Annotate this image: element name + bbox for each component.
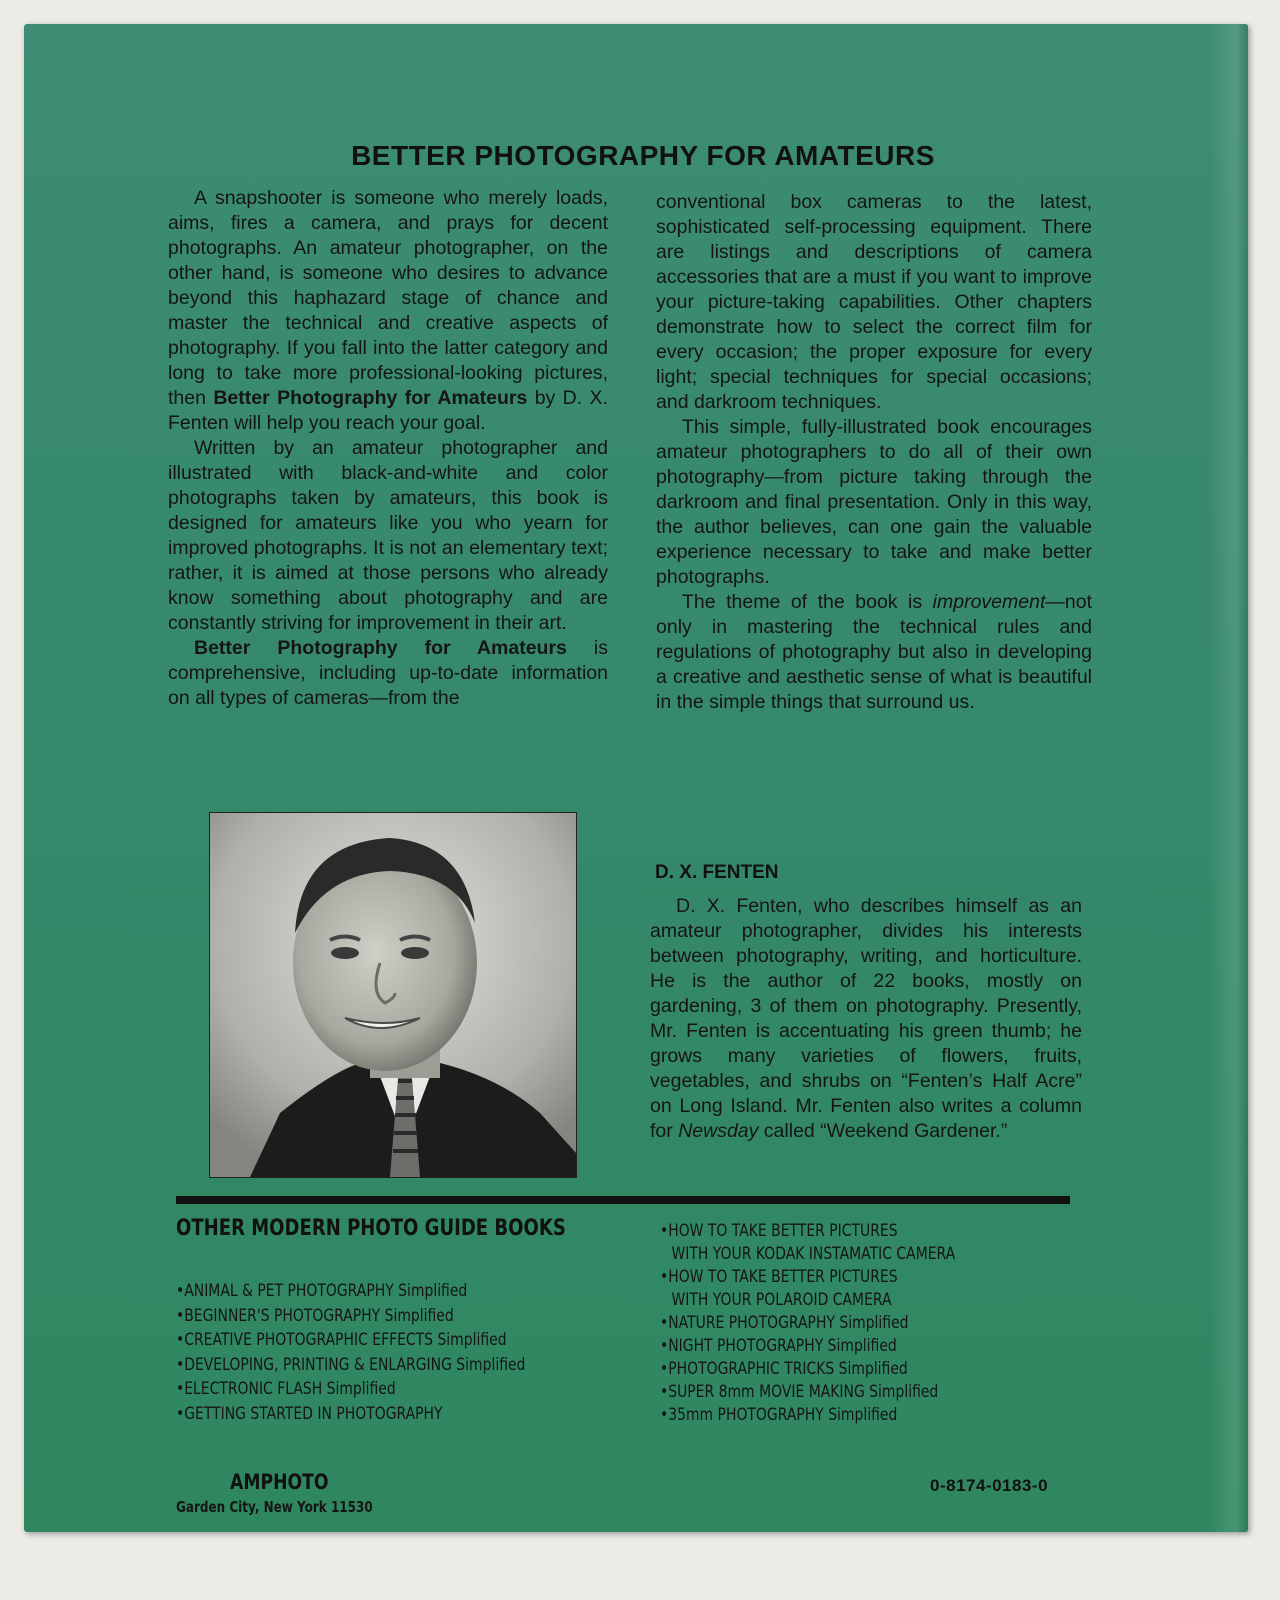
publisher-address: Garden City, New York 11530 — [176, 1498, 373, 1516]
book-list-item: • CREATIVE PHOTOGRAPHIC EFFECTS Simplified — [176, 1328, 525, 1353]
isbn-number: 0-8174-0183-0 — [930, 1476, 1049, 1495]
book-list-item: • SUPER 8mm MOVIE MAKING Simplified — [660, 1381, 955, 1404]
book-list-item: • PHOTOGRAPHIC TRICKS Simplified — [660, 1358, 955, 1381]
intro-text-a: A snapshooter is someone who merely loads, aims, fires a camera, and prays for decent photographs. An amateur photographer, on the other hand, is someone who desires to advance beyond this haphazard stage of chance and master the technical and creative aspects of photography. If you fall into the latter category and long to take more professional-looking pictures, then — [168, 187, 608, 409]
approach-paragraph: This simple, fully-illustrated book encourages amateur photographers to do all of their own photography—from picture taking through the darkroom and final presentation. Only in this way, the author believes, can one gain the valuable experience necessary to take and make better photographs. — [656, 416, 1092, 588]
other-books-list-left — [176, 1279, 525, 1426]
book-list-item: • GETTING STARTED IN PHOTOGRAPHY — [176, 1402, 525, 1427]
book-title-line1: HOW TO TAKE BETTER PICTURES — [668, 1221, 898, 1241]
book-list-item: • ELECTRONIC FLASH Simplified — [176, 1377, 525, 1402]
book-list-item: • ANIMAL & PET PHOTOGRAPHY Simplified — [176, 1279, 525, 1304]
contents-paragraph — [168, 636, 608, 711]
contents-text: is comprehensive, including up-to-date information on all types of cameras—from the — [168, 637, 608, 709]
intro-paragraph — [168, 186, 608, 436]
theme-emphasis: improvement — [932, 591, 1046, 613]
author-portrait — [209, 812, 577, 1178]
author-portrait-illustration — [210, 813, 576, 1177]
author-bio-newspaper: Newsday — [678, 1120, 759, 1142]
author-bio-text-b: called “Weekend Gardener.” — [758, 1120, 1008, 1142]
audience-paragraph: Written by an amateur photographer and illustrated with black-and-white and color photographs taken by amateurs, this book is designed for amateurs like you who yearn for improved photographs. It is not an elementary text; rather, it is aimed at those persons who already know something about photography and are constantly striving for improvement in their art. — [168, 437, 608, 634]
contents-continued-paragraph: conventional box cameras to the latest, sophisticated self-processing equipment. There are listings and descriptions of camera accessories that are a must if you want to improve your picture-taking capabilities. Other chapters demonstrate how to select the correct film for every occasion; the proper exposure for every light; special techniques for special occasions; and darkroom techniques. — [656, 191, 1092, 413]
book-list-item: • BEGINNER'S PHOTOGRAPHY Simplified — [176, 1304, 525, 1329]
book-list-item: • NATURE PHOTOGRAPHY Simplified — [660, 1312, 955, 1335]
book-list-item — [660, 1266, 955, 1312]
book-title-line1: HOW TO TAKE BETTER PICTURES — [668, 1267, 898, 1287]
description-left-column — [168, 186, 608, 711]
contents-book-title: Better Photography for Amateurs — [194, 637, 567, 659]
other-books-heading: OTHER MODERN PHOTO GUIDE BOOKS — [176, 1216, 566, 1241]
book-list-item — [660, 1220, 955, 1266]
book-title-line2: WITH YOUR KODAK INSTAMATIC CAMERA — [671, 1244, 956, 1264]
theme-paragraph — [656, 590, 1092, 715]
description-right-column — [656, 190, 1092, 715]
section-divider — [176, 1196, 1070, 1204]
publisher-name: AMPHOTO — [230, 1470, 329, 1494]
book-title-line2: WITH YOUR POLAROID CAMERA — [671, 1290, 892, 1310]
intro-book-title: Better Photography for Amateurs — [213, 387, 528, 409]
author-bio-paragraph — [650, 894, 1082, 1144]
other-books-list-right — [660, 1220, 955, 1427]
theme-text-b: —not only in mastering the technical rules and regulations of photography but also in developing a creative and aesthetic sense of what is beautiful in the simple things that surround us. — [656, 591, 1092, 713]
author-bio-text-a: D. X. Fenten, who describes himself as an amateur photographer, divides his interests between photography, writing, and horticulture. He is the author of 22 books, mostly on gardening, 3 of them on photography. Presently, Mr. Fenten is accentuating his green thumb; he grows many varieties of flowers, fruits, vegetables, and shrubs on “Fenten’s Half Acre” on Long Island. Mr. Fenten also writes a column for — [650, 895, 1082, 1142]
author-heading: D. X. FENTEN — [655, 862, 779, 883]
theme-text-a: The theme of the book is — [682, 591, 933, 613]
book-title: BETTER PHOTOGRAPHY FOR AMATEURS — [351, 140, 935, 171]
intro-text-b: by D. X. Fenten will help you reach your goal. — [168, 387, 608, 434]
book-list-item: • 35mm PHOTOGRAPHY Simplified — [660, 1404, 955, 1427]
book-list-item: • DEVELOPING, PRINTING & ENLARGING Simplified — [176, 1353, 525, 1378]
book-list-item: • NIGHT PHOTOGRAPHY Simplified — [660, 1335, 955, 1358]
author-bio — [650, 894, 1082, 1144]
